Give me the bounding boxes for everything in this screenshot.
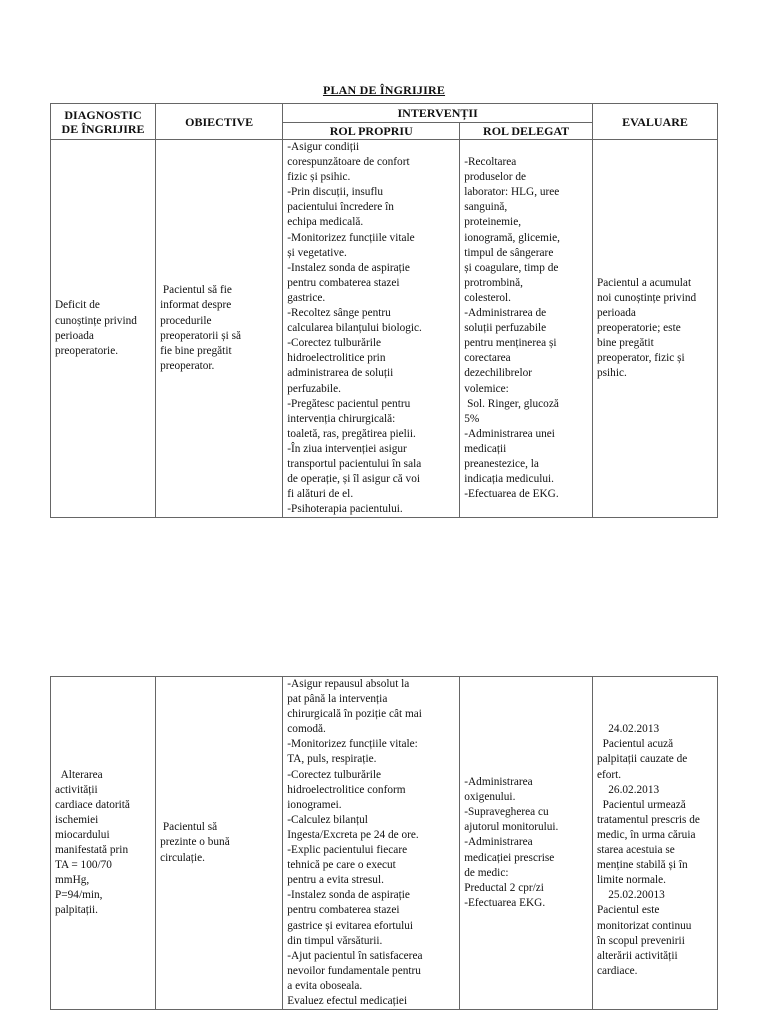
text-line: gastrice și evitarea efortului bbox=[287, 919, 414, 932]
text-line: volemice: bbox=[464, 382, 509, 395]
text-line: pentru combaterea stazei bbox=[287, 276, 400, 289]
text-line: -Supravegherea cu bbox=[464, 806, 549, 819]
text-line: hidroelectrolitice conform bbox=[287, 783, 406, 796]
text-line: Pacientul urmează bbox=[596, 798, 686, 811]
text-line: fi alături de el. bbox=[287, 488, 354, 501]
text-line: administrarea de soluții bbox=[287, 367, 394, 380]
text-line: Alterarea bbox=[55, 768, 103, 781]
text-line: TA, puls, respirație. bbox=[287, 753, 377, 766]
text-line: pentru menținerea și bbox=[464, 337, 557, 350]
text-line: limite normale. bbox=[596, 874, 667, 887]
text-line: calcularea bilanțului biologic. bbox=[287, 322, 422, 335]
text-line: pacientului încredere în bbox=[287, 201, 394, 214]
text-line: prezinte o bună bbox=[160, 836, 230, 849]
header-rol-delegat: ROL DELEGAT bbox=[460, 123, 593, 140]
text-line: -Administrarea bbox=[464, 776, 533, 789]
text-line: transportul pacientului în sala bbox=[287, 457, 422, 470]
text-line: pentru combaterea stazei bbox=[287, 904, 400, 917]
text-line: Preductal 2 cpr/zi bbox=[464, 881, 544, 894]
header-interventii: INTERVENȚII bbox=[283, 104, 593, 123]
table-row bbox=[51, 140, 718, 518]
header-obiective: OBIECTIVE bbox=[156, 104, 283, 140]
text-line: Evaluez efectul medicației bbox=[287, 994, 408, 1007]
text-line: și coagulare, timp de bbox=[464, 261, 559, 274]
text-line: -Explic pacientului fiecare bbox=[287, 844, 408, 857]
text-line: manifestată prin bbox=[55, 844, 129, 857]
text-line: medic, în urma căruia bbox=[596, 828, 696, 841]
text-line: efort. bbox=[596, 768, 622, 781]
text-line: 26.02.2013 bbox=[596, 783, 660, 796]
rol-delegat-cell bbox=[460, 140, 593, 518]
text-line: preoperatorii și să bbox=[160, 329, 242, 342]
text-line: -Prin discuții, insuflu bbox=[287, 186, 383, 199]
care-plan-table-1 bbox=[50, 103, 718, 518]
text-line: psihic. bbox=[596, 367, 627, 380]
evaluare-cell bbox=[592, 677, 717, 1010]
text-line: 24.02.2013 bbox=[596, 723, 660, 736]
text-line: hidroelectrolitice prin bbox=[287, 352, 386, 365]
text-line: a evita oboseala. bbox=[287, 979, 363, 992]
text-line: -Monitorizez funcțiile vitale bbox=[287, 231, 415, 244]
text-line: de operație, și îl asigur că voi bbox=[287, 473, 420, 486]
obiective-cell bbox=[156, 677, 283, 1010]
text-line: Deficit de bbox=[55, 299, 100, 312]
text-line: -Ajut pacientul în satisfacerea bbox=[287, 949, 423, 962]
header-evaluare: EVALUARE bbox=[592, 104, 717, 140]
text-line: palpitații cauzate de bbox=[596, 753, 688, 766]
text-line: Pacientul să bbox=[160, 821, 218, 834]
text-line: preoperatorie. bbox=[55, 344, 119, 357]
text-line: -Efectuarea EKG. bbox=[464, 896, 546, 909]
text-line: alterării activității bbox=[596, 949, 678, 962]
rol-propriu-cell bbox=[283, 140, 460, 518]
text-line: corespunzătoare de confort bbox=[287, 156, 410, 169]
text-line: menține stabilă și în bbox=[596, 859, 688, 872]
obiective-cell bbox=[156, 140, 283, 518]
text-line: ischemiei bbox=[55, 813, 99, 826]
page-title: PLAN DE ÎNGRIJIRE bbox=[322, 83, 446, 97]
text-line: TA = 100/70 bbox=[55, 859, 112, 872]
text-line: -Asigur repausul absolut la bbox=[287, 678, 410, 690]
text-line: în scopul prevenirii bbox=[596, 934, 685, 947]
text-line: dezechilibrelor bbox=[464, 367, 532, 380]
text-line: oxigenului. bbox=[464, 791, 516, 804]
text-line: gastrice. bbox=[287, 291, 326, 304]
rol-propriu-cell bbox=[283, 677, 460, 1010]
header-diagnostic: DIAGNOSTIC DE ÎNGRIJIRE bbox=[51, 104, 156, 140]
diagnostic-cell bbox=[51, 140, 156, 518]
text-line: corectarea bbox=[464, 352, 511, 365]
text-line: indicația medicului. bbox=[464, 473, 554, 486]
header-rol-propriu: ROL PROPRIU bbox=[283, 123, 460, 140]
text-line: laborator: HLG, uree bbox=[464, 186, 560, 199]
text-line: -În ziua intervenției asigur bbox=[287, 442, 407, 455]
text-line: -Recoltez sânge pentru bbox=[287, 307, 391, 320]
text-line: 5% bbox=[464, 412, 480, 425]
text-line: -Pregătesc pacientul pentru bbox=[287, 397, 411, 410]
text-line: fizic și psihic. bbox=[287, 171, 351, 184]
text-line: -Efectuarea de EKG. bbox=[464, 488, 559, 501]
text-line: tratamentul prescris de bbox=[596, 813, 700, 826]
text-line: -Corectez tulburările bbox=[287, 337, 382, 350]
text-line: perioada bbox=[55, 329, 94, 342]
text-line: cunoștințe privind bbox=[55, 314, 137, 327]
text-line: preoperator, fizic și bbox=[596, 352, 685, 365]
text-line: circulație. bbox=[160, 851, 205, 864]
care-plan-table-2 bbox=[50, 676, 718, 1010]
text-line: -Asigur condiții bbox=[287, 141, 360, 153]
text-line: informat despre bbox=[160, 299, 232, 312]
text-line: cardiace datorită bbox=[55, 798, 130, 811]
text-line: -Administrarea unei bbox=[464, 427, 555, 440]
text-line: soluții perfuzabile bbox=[464, 322, 547, 335]
text-line: pat până la intervenția bbox=[287, 693, 388, 706]
text-line: ionogramei. bbox=[287, 798, 342, 811]
text-line: din timpul vărsăturii. bbox=[287, 934, 383, 947]
text-line: medicații bbox=[464, 442, 507, 455]
text-line: -Administrarea bbox=[464, 836, 533, 849]
text-line: protrombină, bbox=[464, 276, 523, 289]
text-line: de medic: bbox=[464, 866, 509, 879]
text-line: chirurgicală în poziție cât mai bbox=[287, 708, 422, 721]
text-line: și vegetative. bbox=[287, 246, 347, 259]
text-line: toaletă, ras, pregătirea pielii. bbox=[287, 427, 416, 440]
text-line: mmHg, bbox=[55, 874, 90, 887]
text-line: starea acestuia se bbox=[596, 844, 675, 857]
text-line: produselor de bbox=[464, 171, 527, 184]
text-line: pentru a evita stresul. bbox=[287, 874, 384, 887]
text-line: timpul de sângerare bbox=[464, 246, 554, 259]
text-line: Pacientul a acumulat bbox=[596, 276, 692, 289]
text-line: -Monitorizez funcțiile vitale: bbox=[287, 738, 418, 751]
table-row bbox=[51, 677, 718, 1010]
text-line: perfuzabile. bbox=[287, 382, 341, 395]
text-line: proteinemie, bbox=[464, 216, 522, 229]
text-line: cardiace. bbox=[596, 964, 638, 977]
text-line: miocardului bbox=[55, 828, 110, 841]
text-line: comodă. bbox=[287, 723, 326, 736]
text-line: P=94/min, bbox=[55, 889, 103, 902]
text-line: ajutorul monitorului. bbox=[464, 821, 559, 834]
text-line: procedurile bbox=[160, 314, 212, 327]
text-line: -Instalez sonda de aspirație bbox=[287, 261, 410, 274]
text-line: sanguină, bbox=[464, 201, 508, 214]
text-line: preoperator. bbox=[160, 359, 215, 372]
text-line: -Recoltarea bbox=[464, 156, 517, 169]
text-line: intervenția chirurgicală: bbox=[287, 412, 396, 425]
text-line: tehnică pe care o execut bbox=[287, 859, 396, 872]
text-line: -Instalez sonda de aspirație bbox=[287, 889, 410, 902]
text-line: colesterol. bbox=[464, 291, 511, 304]
text-line: bine pregătit bbox=[596, 337, 654, 350]
text-line: medicației prescrise bbox=[464, 851, 555, 864]
text-line: preanestezice, la bbox=[464, 457, 539, 470]
text-line: Ingesta/Excreta pe 24 de ore. bbox=[287, 828, 419, 841]
text-line: Pacientul este bbox=[596, 904, 660, 917]
text-line: -Corectez tulburările bbox=[287, 768, 382, 781]
text-line: monitorizat continuu bbox=[596, 919, 692, 932]
text-line: noi cunoștințe privind bbox=[596, 291, 697, 304]
text-line: -Psihoterapia pacientului. bbox=[287, 503, 403, 516]
rol-delegat-cell bbox=[460, 677, 593, 1010]
text-line: Sol. Ringer, glucoză bbox=[464, 397, 559, 410]
text-line: preoperatorie; este bbox=[596, 322, 681, 335]
text-line: fie bine pregătit bbox=[160, 344, 232, 357]
text-line: ionogramă, glicemie, bbox=[464, 231, 560, 244]
text-line: activității bbox=[55, 783, 98, 796]
text-line: -Administrarea de bbox=[464, 307, 547, 320]
text-line: palpitații. bbox=[55, 904, 98, 917]
text-line: Pacientul să fie bbox=[160, 284, 232, 297]
text-line: nevoilor fundamentale pentru bbox=[287, 964, 421, 977]
text-line: 25.02.20013 bbox=[596, 889, 665, 902]
evaluare-cell bbox=[592, 140, 717, 518]
text-line: perioada bbox=[596, 307, 636, 320]
text-line bbox=[597, 707, 713, 722]
text-line: -Calculez bilanțul bbox=[287, 813, 368, 826]
diagnostic-cell bbox=[51, 677, 156, 1010]
text-line: echipa medicală. bbox=[287, 216, 364, 229]
text-line: Pacientul acuză bbox=[596, 738, 674, 751]
